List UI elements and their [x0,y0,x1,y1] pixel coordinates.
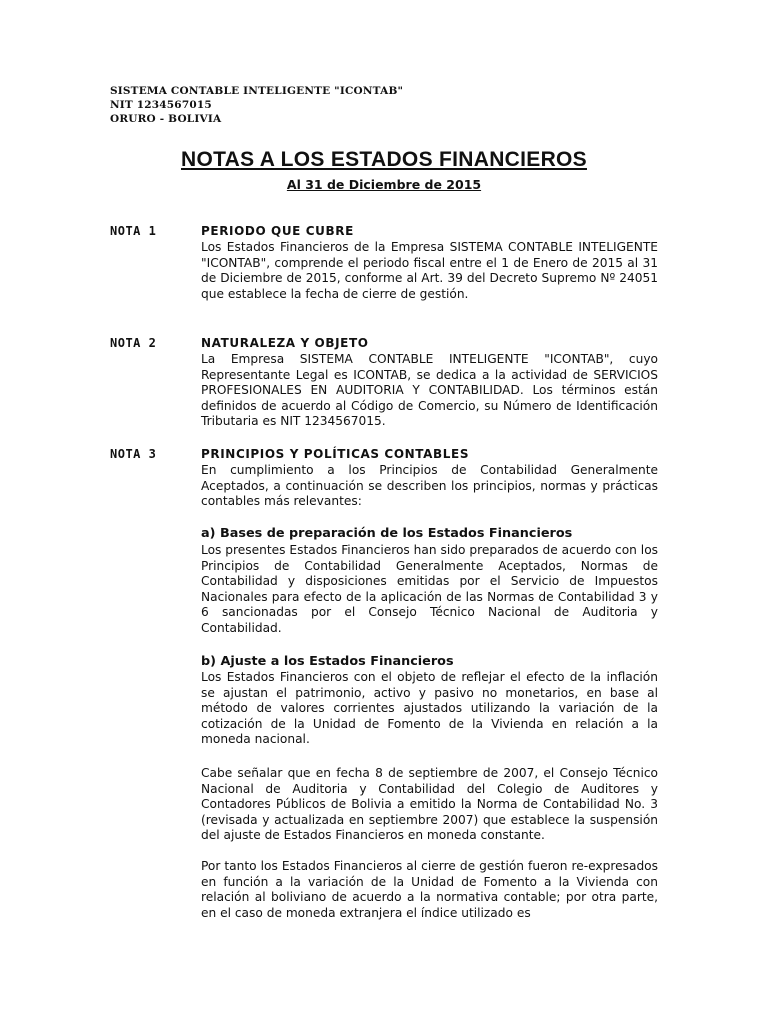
note-3-heading: PRINCIPIOS Y POLÍTICAS CONTABLES [201,447,470,461]
section-a-heading: a) Bases de preparación de los Estados Financieros [201,526,573,541]
note-1-label: NOTA 1 [110,224,157,238]
document-title: NOTAS A LOS ESTADOS FINANCIEROS [181,148,587,171]
section-b-paragraph-1: Los Estados Financieros con el objeto de reflejar el efecto de la inflación se ajustan el patrimonio, activo y pasivo no monetarios, en base al método de valores corrientes ajustados utilizando la variación de la cotización de la Unidad de Fomento de la Vivienda en relación a la moneda nacional. [201,670,658,747]
company-nit: NIT 1234567015 [110,99,212,111]
note-1-heading: PERIODO QUE CUBRE [201,224,354,238]
note-2-heading: NATURALEZA Y OBJETO [201,336,369,350]
note-3-label: NOTA 3 [110,447,157,461]
section-b-heading: b) Ajuste a los Estados Financieros [201,654,454,669]
note-2-label: NOTA 2 [110,336,157,350]
company-name: SISTEMA CONTABLE INTELIGENTE "ICONTAB" [110,85,404,97]
company-header [110,84,403,126]
note-1-body: Los Estados Financieros de la Empresa SISTEMA CONTABLE INTELIGENTE "ICONTAB", comprende el periodo fiscal entre el 1 de Enero de 2015 al 31 de Diciembre de 2015, conforme al Art. 39 del Decreto Supremo Nº 24051 que establece la fecha de cierre de gestión. [201,240,658,301]
document-subtitle: Al 31 de Diciembre de 2015 [286,177,482,192]
note-2-body: La Empresa SISTEMA CONTABLE INTELIGENTE "ICONTAB", cuyo Representante Legal es ICONTAB, se dedica a la actividad de SERVICIOS PROFESIONALES EN AUDITORIA Y CONTABILIDAD. Los términos están definidos de acuerdo al Código de Comercio, su Número de Identificación Tributaria es NIT 1234567015. [201,352,658,429]
company-location: ORURO - BOLIVIA [110,113,222,125]
note-3-body: En cumplimiento a los Principios de Contabilidad Generalmente Aceptados, a continuación se describen los principios, normas y prácticas contables más relevantes: [201,463,658,509]
section-b-paragraph-2: Cabe señalar que en fecha 8 de septiembre de 2007, el Consejo Técnico Nacional de Auditoria y Contabilidad del Colegio de Auditores y Contadores Públicos de Bolivia a emitido la Norma de Contabilidad No. 3 (revisada y actualizada en septiembre 2007) que establece la suspensión del ajuste de Estados Financieros en moneda constante. [201,766,658,843]
section-b-paragraph-3: Por tanto los Estados Financieros al cierre de gestión fueron re-expresados en función a la variación de la Unidad de Fomento a la Vivienda con relación al boliviano de acuerdo a la normativa contable; por otra parte, en el caso de moneda extranjera el índice utilizado es [201,859,658,920]
section-a-paragraph: Los presentes Estados Financieros han sido preparados de acuerdo con los Principios de Contabilidad Generalmente Aceptados, Normas de Contabilidad y disposiciones emitidas por el Servicio de Impuestos Nacionales para efecto de la aplicación de las Normas de Contabilidad 3 y 6 sancionadas por el Consejo Técnico Nacional de Auditoria y Contabilidad. [201,543,658,635]
